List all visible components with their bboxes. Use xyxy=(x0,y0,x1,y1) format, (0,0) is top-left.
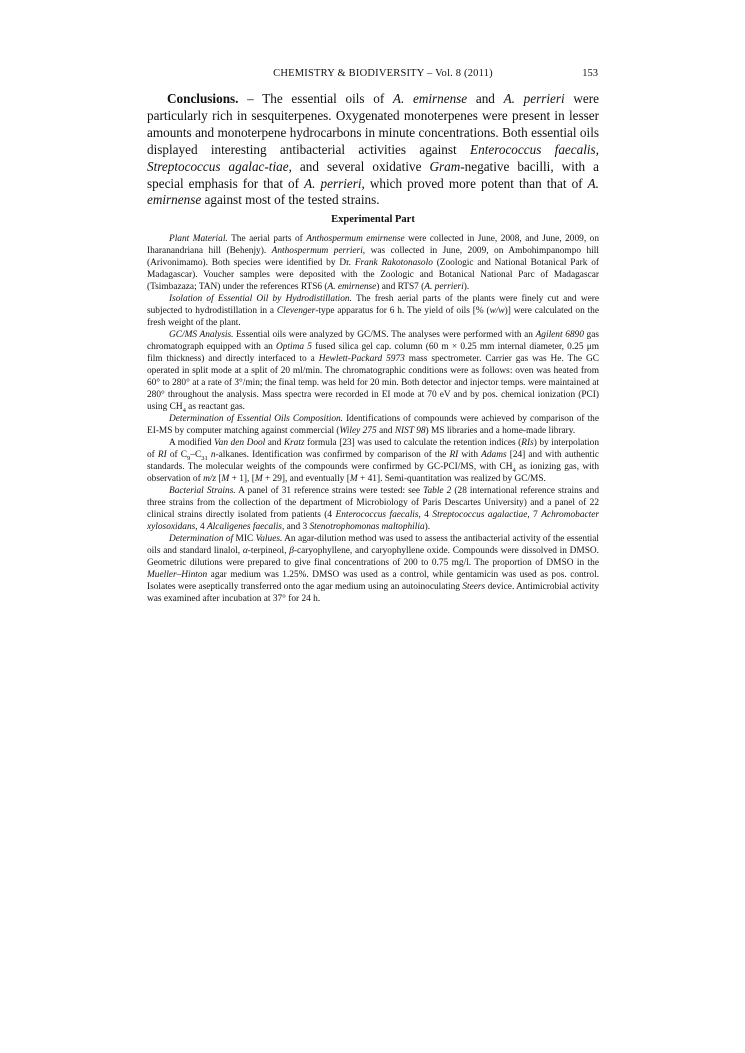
italic-run: RIs xyxy=(521,438,534,448)
text-run: , was collected in June, 2009, on Ambohimpanompo hill (Arivonimamo). Both species were identified by Dr. xyxy=(147,246,599,268)
text-run: gas chromatograph equipped with an xyxy=(147,330,599,352)
conclusions-paragraph xyxy=(147,91,599,209)
italic-run: Agilent 6890 xyxy=(535,330,584,340)
italic-run: NIST 98 xyxy=(394,426,426,436)
text-run: mass spectrometer. Carrier gas was He. The GC operated in split mode at a split of 20 ml/min. The chromatographic conditions were as follows: oven was heated from 60° to 280° at a rate of 3°/min; the final temp. was held for 20 min. Both detector and injector temps. were maintained at 280° throughout the analysis. Mass spectra were recorded in EI mode at 70 eV and by pos. chemical ionization (PCI) using CH xyxy=(147,354,599,412)
text-run: A panel of 31 reference strains were tested: see xyxy=(235,486,424,496)
text-run: fused silica gel cap. column (60 m × 0.25 mm internal diameter, 0.25 μm film thickness) and directly interfaced to a xyxy=(147,342,599,364)
text-run: ). xyxy=(463,282,470,292)
text-run: ) MS libraries and a home-made library. xyxy=(425,426,576,436)
italic-run: Anthospermum emirnense xyxy=(306,234,405,244)
italic-run: Frank Rakotonasolo xyxy=(354,258,433,268)
italic-run: Stenotrophomonas maltophilia xyxy=(309,522,425,532)
text-run: -terpineol, xyxy=(247,546,290,556)
text-run: , 7 xyxy=(527,510,542,520)
text-run: (Zoologic and National Botanical Park of Madagascar). Voucher samples were deposited with the Zoologic and Botanical National Parc of Madagascar (Tsimbazaza; TAN) under the references RTS6 ( xyxy=(147,258,599,292)
species-name: A. emirnense xyxy=(392,91,468,106)
species-name: A. perrieri xyxy=(503,91,565,106)
text-run: MIC xyxy=(233,534,256,544)
italic-run: β xyxy=(289,546,294,556)
text-run: The fresh aerial parts of the plants were finely cut and were subjected to hydrodistillation in a xyxy=(147,294,599,316)
italic-run: Wiley 275 xyxy=(339,426,377,436)
subscript: 31 xyxy=(201,454,208,462)
paragraph-title: Isolation of Essential Oil by Hydrodistillation. xyxy=(169,294,352,304)
italic-run: Table 2 xyxy=(423,486,452,496)
italic-run: Streptococcus agalactiae xyxy=(432,510,528,520)
text-run: -caryophyllene, and caryophyllene oxide. Compounds were dissolved in DMSO. Geometric dilutions were prepared to give final concentrations of 200 to 0.75 mg/l. The proportion of DMSO in the xyxy=(147,546,599,568)
text-run: as ionizing gas, with observation of xyxy=(147,462,599,484)
text-run: ) and RTS7 ( xyxy=(376,282,425,292)
composition-paragraph xyxy=(147,413,599,437)
subscript: 4 xyxy=(512,466,516,474)
text-run: ) by interpolation of xyxy=(147,438,599,460)
italic-run: Kratz xyxy=(283,438,305,448)
text-run: [24] and with authentic standards. The molecular weights of the compounds were confirmed by GC-PCI/MS, with CH xyxy=(147,450,600,472)
text-run: and xyxy=(467,91,504,106)
hydrodistillation-paragraph xyxy=(147,293,599,329)
text-run: A modified xyxy=(169,438,215,448)
italic-run: Alcaligenes faecalis xyxy=(206,522,282,532)
text-run: – The essential oils of xyxy=(238,91,393,106)
text-run: –C xyxy=(190,450,202,460)
italic-run: Achromobacter xylosoxidans xyxy=(147,510,600,532)
text-run: , 4 xyxy=(195,522,207,532)
text-run: device. Antimicrobial activity was examined after incubation at 37° for 24 h. xyxy=(147,582,599,604)
paragraph-title: Bacterial Strains. xyxy=(169,486,236,496)
text-run: -type apparatus for 6 h. The yield of oils [% ( xyxy=(315,306,490,316)
paragraph-title: Plant Material. xyxy=(169,234,228,244)
italic-run: M xyxy=(349,474,358,484)
italic-run: RI xyxy=(449,450,459,460)
text-run: and xyxy=(265,438,284,448)
bacterial-strains-paragraph xyxy=(147,485,599,533)
italic-run: A. emirnense xyxy=(327,282,377,292)
text-run: of C xyxy=(166,450,188,460)
text-run: Identifications of compounds were achieved by comparison of the EI-MS by computer matching against commercial ( xyxy=(147,414,599,436)
text-run: ). xyxy=(424,522,431,532)
page-number: 153 xyxy=(582,68,598,79)
text-run: , 4 xyxy=(418,510,433,520)
text-run: + 1], [ xyxy=(229,474,255,484)
text-run: (28 international reference strains and three strains from the collection of the department of Microbiology of Paris Descartes University) and a panel of 22 clinical strains directly isolated from patients (4 xyxy=(147,486,600,520)
italic-run: α xyxy=(242,546,248,556)
italic-run: Anthospermum perrieri xyxy=(271,246,363,256)
plant-material-paragraph xyxy=(147,233,599,293)
species-name: A. perrieri xyxy=(304,175,362,191)
text-run: against most of the tested strains. xyxy=(201,192,380,208)
text-run: )] were calculated on the fresh weight of the plant. xyxy=(147,306,600,328)
italic-run: n xyxy=(210,450,216,460)
paragraph-title: Values. xyxy=(255,534,283,544)
text-run: + 29], and eventually [ xyxy=(262,474,350,484)
section-heading: Experimental Part xyxy=(331,214,415,225)
running-header xyxy=(168,66,598,82)
text-run: were particularly rich in sesquiterpenes. Oxygenated monoterpenes were present in lesser amounts and monoterpene hydrocarbons in minute concentrations. Both essential oils displayed interesting antibacterial activities against xyxy=(147,91,599,157)
paragraph-title: Determination of xyxy=(169,534,234,544)
text-run: , and 3 xyxy=(281,522,310,532)
text-run: were collected in June, 2008, and June, 2009, on Iharanandriana hill (Behenjy). xyxy=(147,234,599,256)
species-name: A. emirnense xyxy=(147,175,599,208)
text-run: Essential oils were analyzed by GC/MS. The analyses were performed with an xyxy=(233,330,536,340)
italic-run: m/z xyxy=(203,474,217,484)
italic-run: Van den Dool xyxy=(214,438,266,448)
text-run: + 41]. Semi-quantitation was realized by GC/MS. xyxy=(357,474,546,484)
italic-run: Optima 5 xyxy=(276,342,312,352)
italic-run: Steers xyxy=(462,582,486,592)
italic-run: A. perrieri xyxy=(424,282,464,292)
italic-run: M xyxy=(254,474,263,484)
subscript: 4 xyxy=(182,406,186,414)
italic-run: Adams xyxy=(481,450,507,460)
text-run: with xyxy=(458,450,482,460)
text-run: [ xyxy=(216,474,222,484)
italic-run: Hewlett-Packard 5973 xyxy=(318,354,405,364)
text-run: -alkanes. Identification was confirmed by comparison of the xyxy=(215,450,450,460)
italic-run: Mueller–Hinton xyxy=(147,570,208,580)
text-run: and xyxy=(376,426,395,436)
paragraph-title: Determination of Essential Oils Composition. xyxy=(169,414,343,424)
conclusions-heading: Conclusions. xyxy=(167,91,239,106)
gcms-paragraph xyxy=(147,329,599,413)
text-run: An agar-dilution method was used to assess the antibacterial activity of the essential oils and standard linalol, xyxy=(147,534,600,556)
italic-run: Clevenger xyxy=(276,306,316,316)
gram-term: Gram xyxy=(429,158,461,174)
subscript: 9 xyxy=(187,454,191,462)
paragraph-title: GC/MS Analysis. xyxy=(169,330,234,340)
retention-index-paragraph xyxy=(147,437,599,485)
italic-run: Enterococcus faecalis xyxy=(335,510,419,520)
text-run: agar medium was 1.25%. DMSO was used as a control, while gentamicin was used as pos. control. Isolates were aseptically transferred onto the agar medium using an autoinoculating xyxy=(147,570,599,592)
bacteria-names: Enterococcus faecalis, Streptococcus agalac-tiae xyxy=(147,141,599,174)
experimental-section xyxy=(147,233,599,605)
italic-run: M xyxy=(221,474,230,484)
text-run: The aerial parts of xyxy=(227,234,307,244)
italic-run: w/w xyxy=(489,306,505,316)
running-title: CHEMISTRY & BIODIVERSITY – Vol. 8 (2011) xyxy=(273,68,493,79)
text-run: -negative bacilli, with a special emphasis for that of xyxy=(147,158,599,191)
text-run: , and several oxidative xyxy=(288,158,430,174)
text-run: , which proved more potent than that of xyxy=(361,175,588,191)
text-run: as reactant gas. xyxy=(185,402,245,412)
mic-paragraph xyxy=(147,533,599,605)
italic-run: RI xyxy=(157,450,167,460)
text-run: formula [23] was used to calculate the retention indices ( xyxy=(304,438,522,448)
